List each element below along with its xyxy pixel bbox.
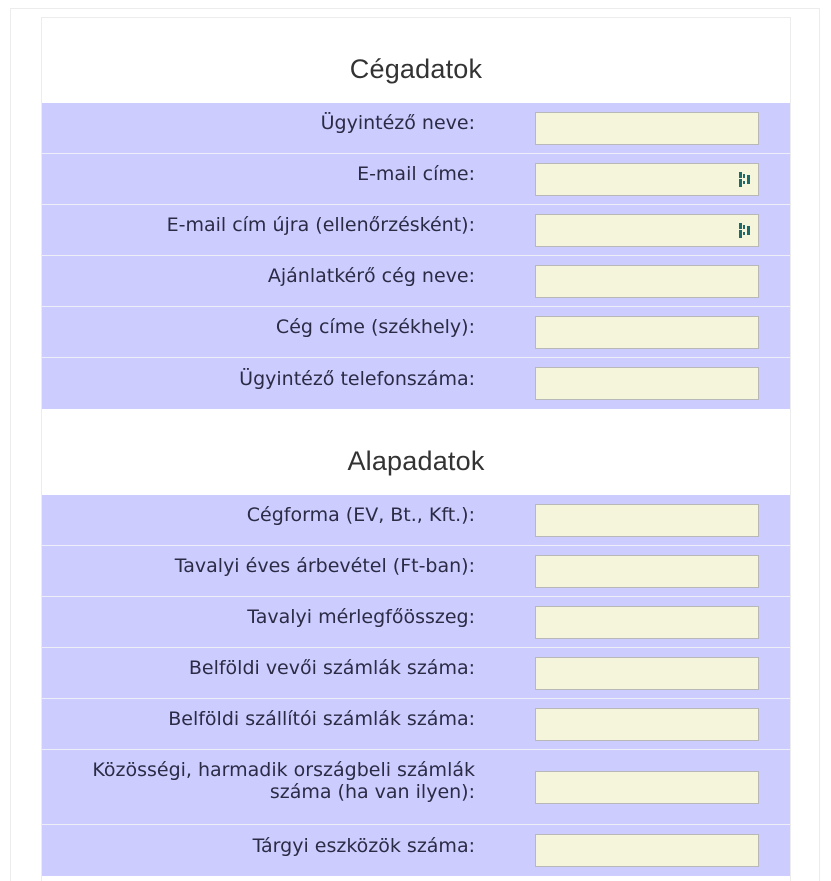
form-row-email-confirm — [42, 205, 790, 256]
balance-total-input[interactable] — [535, 606, 759, 639]
field-label: Ügyintéző neve: — [320, 112, 475, 134]
field-cell — [535, 367, 759, 400]
form-row-company-name — [42, 256, 790, 307]
field-cell — [535, 708, 759, 741]
field-cell — [535, 504, 759, 537]
contact-phone-input[interactable] — [535, 367, 759, 400]
form-row-annual-revenue — [42, 546, 790, 597]
eu-third-country-invoices-input[interactable] — [535, 771, 759, 804]
field-cell — [535, 555, 759, 588]
annual-revenue-input[interactable] — [535, 555, 759, 588]
field-label: E-mail cím újra (ellenőrzésként): — [166, 214, 475, 236]
contact-name-input[interactable] — [535, 112, 759, 145]
field-label — [42, 759, 475, 815]
field-label: Tárgyi eszközök száma: — [252, 834, 475, 857]
company-name-input[interactable] — [535, 265, 759, 298]
form-row-company-address — [42, 307, 790, 358]
field-label: E-mail címe: — [357, 163, 475, 185]
quote-request-form — [42, 18, 790, 876]
company-address-input[interactable] — [535, 316, 759, 349]
form-row-contact-phone — [42, 358, 790, 409]
field-cell — [535, 606, 759, 639]
form-row-domestic-customer-invoices — [42, 648, 790, 699]
field-cell — [535, 771, 759, 804]
section-heading-basic-data: Alapadatok — [42, 409, 790, 495]
fixed-assets-input[interactable] — [535, 834, 759, 867]
field-cell — [535, 112, 759, 145]
form-row-domestic-supplier-invoices — [42, 699, 790, 750]
field-label: Cég címe (székhely): — [275, 316, 475, 338]
field-label: Belföldi szállítói számlák száma: — [168, 708, 475, 730]
field-label-line-1: Közösségi, harmadik országbeli számlák — [92, 759, 475, 781]
field-cell — [535, 214, 759, 247]
domestic-supplier-invoices-input[interactable] — [535, 708, 759, 741]
field-cell — [535, 834, 759, 867]
form-row-email — [42, 154, 790, 205]
field-cell — [535, 316, 759, 349]
field-cell — [535, 657, 759, 690]
field-label: Ügyintéző telefonszáma: — [239, 367, 475, 390]
email-confirm-input[interactable] — [535, 214, 759, 247]
form-row-fixed-assets — [42, 825, 790, 876]
form-row-eu-third-country-invoices — [42, 750, 790, 825]
domestic-customer-invoices-input[interactable] — [535, 657, 759, 690]
form-row-contact-name — [42, 103, 790, 154]
company-form-input[interactable] — [535, 504, 759, 537]
field-label: Tavalyi mérlegfőösszeg: — [247, 606, 475, 628]
email-input[interactable] — [535, 163, 759, 196]
form-row-balance-total — [42, 597, 790, 648]
password-manager-autofill-icon[interactable] — [738, 222, 752, 239]
password-manager-autofill-icon[interactable] — [738, 171, 752, 188]
field-label: Ajánlatkérő cég neve: — [267, 265, 475, 287]
field-cell — [535, 163, 759, 196]
field-label: Belföldi vevői számlák száma: — [188, 657, 475, 679]
section-heading-company-data: Cégadatok — [42, 18, 790, 103]
field-label: Cégforma (EV, Bt., Kft.): — [246, 504, 475, 526]
field-cell — [535, 265, 759, 298]
field-label-line-2: száma (ha van ilyen): — [269, 781, 475, 803]
field-label: Tavalyi éves árbevétel (Ft-ban): — [174, 555, 475, 577]
form-row-company-form — [42, 495, 790, 546]
